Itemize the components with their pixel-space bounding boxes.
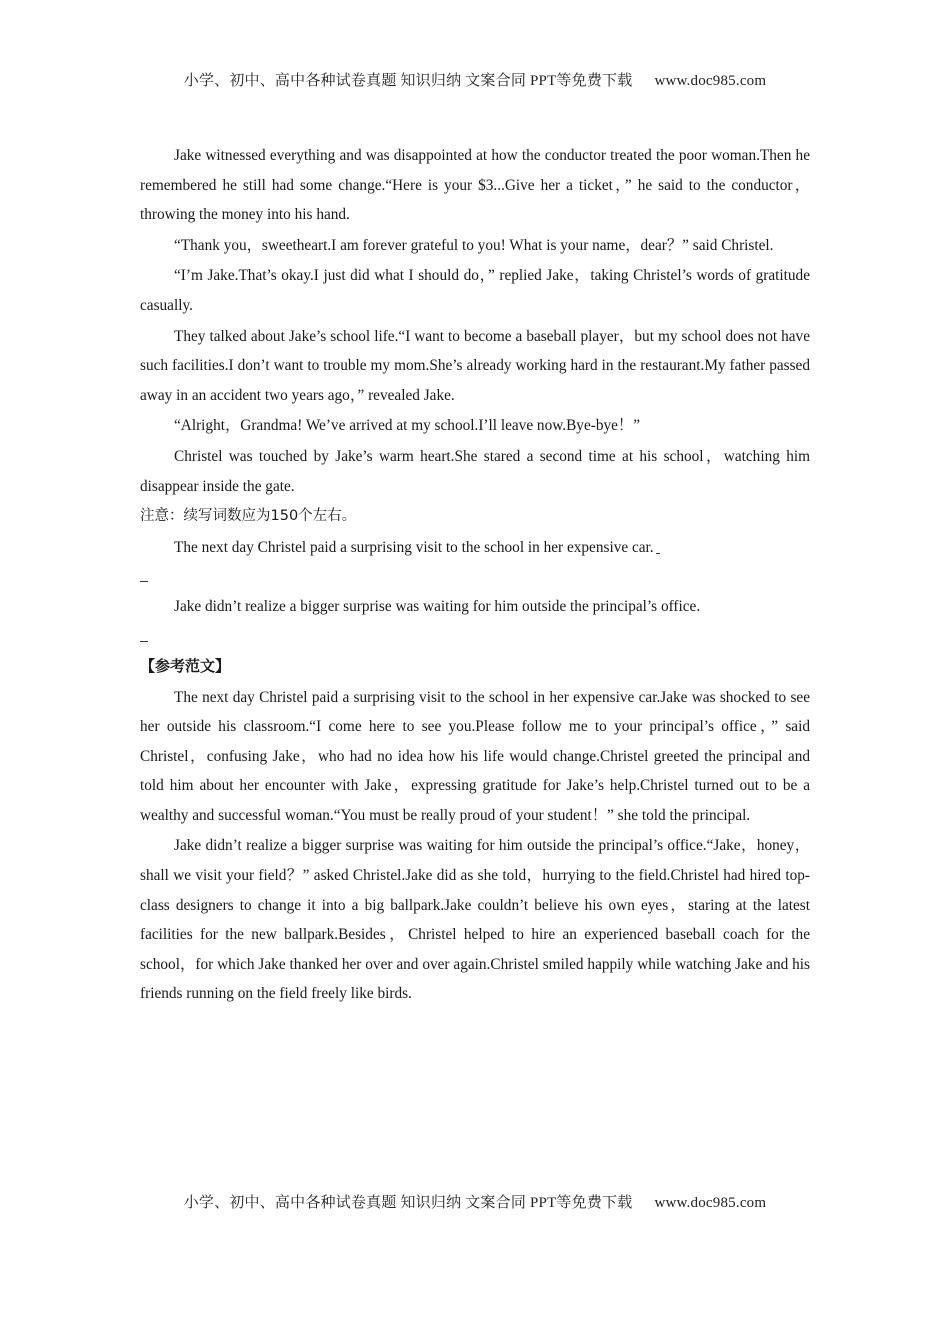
prompt-first-sentence: The next day Christel paid a surprising visit to the school in her expensive car. (140, 533, 810, 563)
reference-paragraph-1: The next day Christel paid a surprising visit to the school in her expensive car.Jake was shocked to see her outside his classroom.“I come here to see you.Please follow me to your principal’s office，” said Christel，confusing Jake，who had no idea how his life would change.Christel greeted the principal and told him about her encounter with Jake，expressing gratitude for Jake’s help.Christel turned out to be a wealthy and successful woman.“You must be really proud of your student！” she told the principal. (140, 688, 810, 824)
page-header (0, 69, 950, 90)
footer-site: www.doc985.com (654, 1195, 767, 1211)
prompt-second-sentence: Jake didn’t realize a bigger surprise was waiting for him outside the principal’s office. (174, 598, 701, 616)
document-body (140, 141, 810, 1010)
story-paragraph-2: “Thank you，sweetheart.I am forever grateful to you! What is your name，dear？” said Christel. (174, 236, 774, 254)
reference-paragraph-2: Jake didn’t realize a bigger surprise was waiting for him outside the principal’s office.“Jake，honey，shall we visit your field？” asked Christel.Jake did as she told，hurrying to the field.Christel had hired top-class designers to change it into a big ballpark.Jake couldn’t believe his own eyes，staring at the latest facilities for the new ballpark.Besides，Christel helped to hire an experienced baseball coach for the school，for which Jake thanked her over and over again.Christel smiled happily while watching Jake and his friends running on the field freely like birds. (140, 837, 810, 1003)
page-footer (0, 1191, 950, 1212)
story-paragraph-6: Christel was touched by Jake’s warm heart.She stared a second time at his school，watching him disappear inside the gate. (140, 447, 810, 495)
header-site: www.doc985.com (654, 73, 767, 89)
story-paragraph-5: “Alright，Grandma! We’ve arrived at my school.I’ll leave now.Bye-bye！” (174, 417, 641, 435)
reference-title: 【参考范文】 (140, 656, 231, 675)
story-paragraph-4: They talked about Jake’s school life.“I want to become a baseball player，but my school does not have such facilities.I don’t want to trouble my mom.She’s already working hard in the restaurant.My father passed away in an accident two years ago，” revealed Jake. (140, 327, 810, 404)
story-paragraph-3: “I’m Jake.That’s okay.I just did what I should do，” replied Jake，taking Christel’s words of gratitude casually. (140, 267, 810, 314)
answer-blank-2 (140, 623, 810, 652)
header-text: 小学、初中、高中各种试卷真题 知识归纳 文案合同 PPT等免费下载 (183, 73, 633, 89)
footer-text: 小学、初中、高中各种试卷真题 知识归纳 文案合同 PPT等免费下载 (183, 1195, 633, 1211)
story-paragraph-1: Jake witnessed everything and was disappointed at how the conductor treated the poor woman.Then he remembered he still had some change.“Here is your $3...Give her a ticket，” he said to the conductor，throwing the money into his hand. (140, 147, 810, 224)
word-count-note: 注意：续写词数应为150个左右。 (140, 508, 357, 525)
answer-blank-1 (140, 563, 810, 592)
